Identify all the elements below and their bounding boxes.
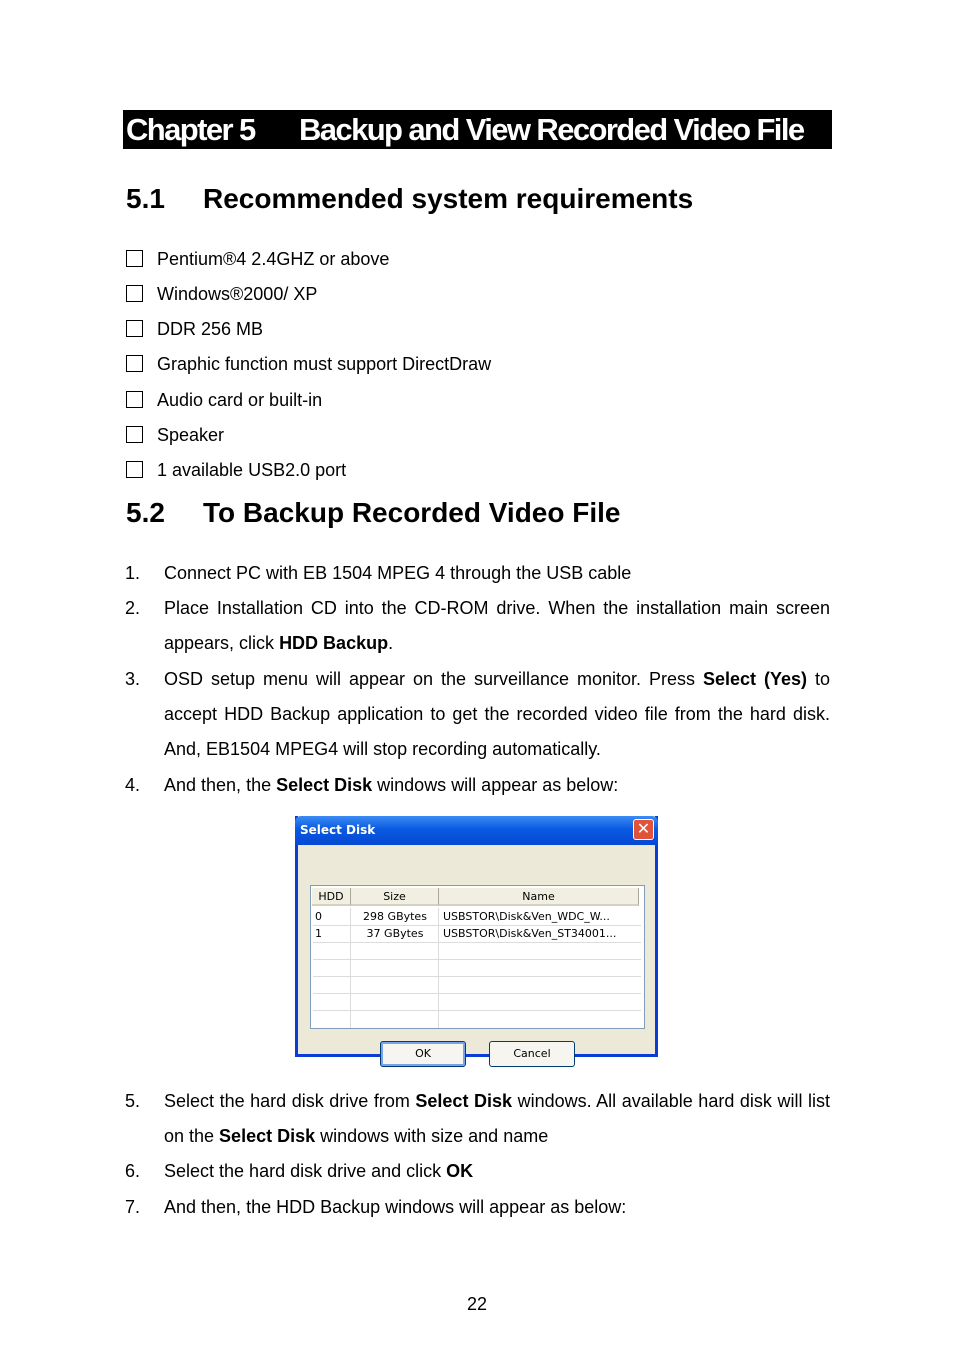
table-cell[interactable]: 1: [315, 927, 322, 940]
step-item: 7. And then, the HDD Backup windows will appear as below:: [125, 1197, 627, 1217]
section-title: To Backup Recorded Video File: [203, 497, 621, 528]
column-header-name[interactable]: Name: [439, 888, 639, 906]
checkbox-icon: [126, 461, 143, 478]
checkbox-icon: [126, 285, 143, 302]
section-heading-5-2: [126, 497, 826, 531]
chapter-heading: [123, 110, 832, 149]
cancel-button[interactable]: Cancel: [489, 1041, 575, 1067]
select-disk-dialog: [295, 816, 658, 1060]
table-cell[interactable]: 298 GBytes: [363, 910, 427, 923]
section-number: 5.1: [126, 183, 165, 214]
section-number: 5.2: [126, 497, 165, 528]
step-item: 6. Select the hard disk drive and click OK: [125, 1161, 474, 1181]
checkbox-icon: [126, 320, 143, 337]
disk-list[interactable]: [310, 885, 645, 1029]
step-item: 5. Select the hard disk drive from Select Disk windows. All available hard disk will list on the Select Disk windows with size and name: [125, 1091, 830, 1146]
checkbox-icon: [126, 391, 143, 408]
section-heading-5-1: [126, 183, 826, 217]
chapter-title: Backup and View Recorded Video File: [299, 112, 804, 147]
page-number: 22: [466, 1294, 488, 1314]
dialog-title: Select Disk: [300, 823, 376, 837]
table-cell[interactable]: USBSTOR\Disk&Ven_ST34001...: [443, 927, 617, 940]
table-cell[interactable]: 0: [315, 910, 322, 923]
close-icon[interactable]: ✕: [633, 819, 654, 840]
checkbox-icon: [126, 250, 143, 267]
checkbox-icon: [126, 355, 143, 372]
step-item: 3. OSD setup menu will appear on the surveillance monitor. Press Select (Yes) to accept HDD Backup application to get the recorded video file from the hard disk. And, EB1504 MPEG4 will stop recording automatically.: [125, 669, 831, 759]
dialog-title-bar[interactable]: [295, 816, 658, 845]
table-cell[interactable]: 37 GBytes: [366, 927, 424, 940]
column-header-size[interactable]: Size: [351, 888, 439, 906]
checkbox-icon: [126, 426, 143, 443]
step-item: 2. Place Installation CD into the CD-ROM drive. When the installation main screen appears, click HDD Backup.: [125, 598, 830, 653]
step-item: 1. Connect PC with EB 1504 MPEG 4 through the USB cable: [125, 563, 632, 583]
step-item: 4. And then, the Select Disk windows will appear as below:: [125, 775, 619, 795]
ok-button[interactable]: OK: [380, 1041, 466, 1067]
table-cell[interactable]: USBSTOR\Disk&Ven_WDC_W...: [443, 910, 610, 923]
chapter-number: Chapter 5: [126, 112, 255, 147]
column-header-hdd[interactable]: HDD: [312, 888, 351, 906]
section-title: Recommended system requirements: [203, 183, 694, 214]
